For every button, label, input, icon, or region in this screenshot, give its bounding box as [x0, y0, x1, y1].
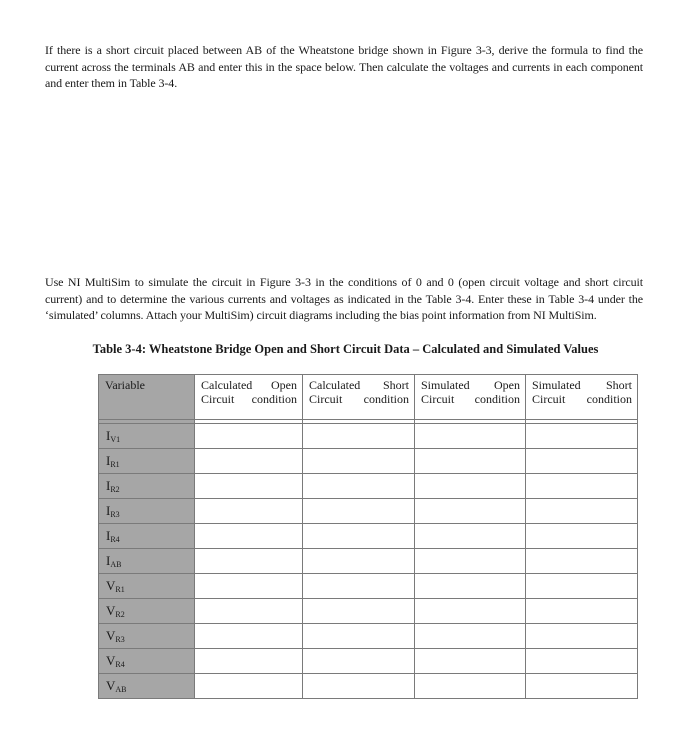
entry-cell[interactable]	[303, 424, 415, 449]
variable-symbol: I	[106, 503, 111, 518]
table-row	[99, 574, 638, 599]
entry-cell[interactable]	[526, 649, 638, 674]
entry-cell[interactable]	[195, 524, 303, 549]
entry-cell[interactable]	[415, 524, 526, 549]
variable-symbol: V	[106, 578, 116, 593]
entry-cell[interactable]	[195, 474, 303, 499]
entry-cell[interactable]	[195, 624, 303, 649]
variable-symbol: I	[106, 553, 111, 568]
variable-cell	[99, 524, 195, 549]
entry-cell[interactable]	[526, 474, 638, 499]
entry-cell[interactable]	[415, 674, 526, 699]
variable-subscript: V1	[110, 435, 121, 444]
entry-cell[interactable]	[303, 549, 415, 574]
variable-symbol: V	[106, 678, 116, 693]
table-row	[99, 674, 638, 699]
variable-subscript: R3	[110, 510, 120, 519]
variable-cell	[99, 449, 195, 474]
variable-symbol: I	[106, 528, 111, 543]
entry-cell[interactable]	[303, 599, 415, 624]
entry-cell[interactable]	[195, 499, 303, 524]
entry-cell[interactable]	[415, 449, 526, 474]
table-caption: Table 3-4: Wheatstone Bridge Open and Short Circuit Data – Calculated and Simulated Values	[92, 342, 599, 356]
entry-cell[interactable]	[303, 649, 415, 674]
entry-cell[interactable]	[415, 549, 526, 574]
entry-cell[interactable]	[195, 449, 303, 474]
entry-cell[interactable]	[415, 574, 526, 599]
variable-symbol: V	[106, 628, 116, 643]
header-variable: Variable	[99, 375, 195, 420]
entry-cell[interactable]	[526, 624, 638, 649]
variable-cell	[99, 649, 195, 674]
table-row	[99, 499, 638, 524]
instruction-paragraph-2: Use NI MultiSim to simulate the circuit in Figure 3-3 in the conditions of 0 and 0 (open circuit voltage and short circuit current) and to determine the various currents and voltages as indicated in the Table 3-4. Enter these in Table 3-4 under the ‘simulated’ columns. Attach your MultiSim) circuit diagrams including the bias point information from NI MultiSim.	[45, 275, 643, 322]
table-row	[99, 649, 638, 674]
table-row	[99, 524, 638, 549]
entry-cell[interactable]	[526, 549, 638, 574]
entry-cell[interactable]	[415, 499, 526, 524]
variable-subscript: R1	[115, 585, 125, 594]
variable-symbol: V	[106, 653, 116, 668]
entry-cell[interactable]	[195, 549, 303, 574]
entry-cell[interactable]	[303, 499, 415, 524]
entry-cell[interactable]	[195, 674, 303, 699]
entry-cell[interactable]	[415, 624, 526, 649]
variable-cell	[99, 424, 195, 449]
table-header-row	[99, 375, 638, 420]
entry-cell[interactable]	[195, 574, 303, 599]
table-row	[99, 599, 638, 624]
entry-cell[interactable]	[303, 624, 415, 649]
entry-cell[interactable]	[415, 599, 526, 624]
variable-subscript: R4	[110, 535, 120, 544]
entry-cell[interactable]	[526, 499, 638, 524]
entry-cell[interactable]	[303, 449, 415, 474]
variable-cell	[99, 574, 195, 599]
table-row	[99, 549, 638, 574]
variable-symbol: V	[106, 603, 116, 618]
entry-cell[interactable]	[303, 474, 415, 499]
variable-subscript: R1	[110, 460, 120, 469]
entry-cell[interactable]	[195, 424, 303, 449]
variable-subscript: AB	[110, 560, 122, 569]
variable-cell	[99, 599, 195, 624]
header-simulated-short: Simulated Short Circuit condition	[526, 375, 638, 420]
variable-subscript: R2	[115, 610, 125, 619]
variable-cell	[99, 624, 195, 649]
table-row	[99, 449, 638, 474]
entry-cell[interactable]	[303, 524, 415, 549]
variable-cell	[99, 474, 195, 499]
variable-subscript: R4	[115, 660, 125, 669]
header-calculated-open: Calculated Open Circuit condition	[195, 375, 303, 420]
entry-cell[interactable]	[526, 449, 638, 474]
variable-symbol: I	[106, 453, 111, 468]
entry-cell[interactable]	[415, 649, 526, 674]
entry-cell[interactable]	[195, 599, 303, 624]
table-row	[99, 424, 638, 449]
variable-cell	[99, 549, 195, 574]
variable-cell	[99, 674, 195, 699]
entry-cell[interactable]	[526, 574, 638, 599]
table-row	[99, 624, 638, 649]
variable-subscript: R2	[110, 485, 120, 494]
variable-symbol: I	[106, 478, 111, 493]
variable-symbol: I	[106, 428, 111, 443]
header-simulated-open: Simulated Open Circuit condition	[415, 375, 526, 420]
entry-cell[interactable]	[526, 424, 638, 449]
entry-cell[interactable]	[526, 599, 638, 624]
variable-cell	[99, 499, 195, 524]
instruction-paragraph-1: If there is a short circuit placed between AB of the Wheatstone bridge shown in Figure 3-3, derive the formula to find the current across the terminals AB and enter this in the space below. Then calculate the voltages and currents in each component and enter them in Table 3-4.	[45, 43, 643, 90]
header-calculated-short: Calculated Short Circuit condition	[303, 375, 415, 420]
entry-cell[interactable]	[303, 674, 415, 699]
data-table	[98, 374, 638, 699]
entry-cell[interactable]	[195, 649, 303, 674]
entry-cell[interactable]	[415, 474, 526, 499]
entry-cell[interactable]	[303, 574, 415, 599]
entry-cell[interactable]	[526, 524, 638, 549]
entry-cell[interactable]	[415, 424, 526, 449]
table-row	[99, 474, 638, 499]
entry-cell[interactable]	[526, 674, 638, 699]
variable-subscript: R3	[115, 635, 125, 644]
variable-subscript: AB	[115, 685, 127, 694]
